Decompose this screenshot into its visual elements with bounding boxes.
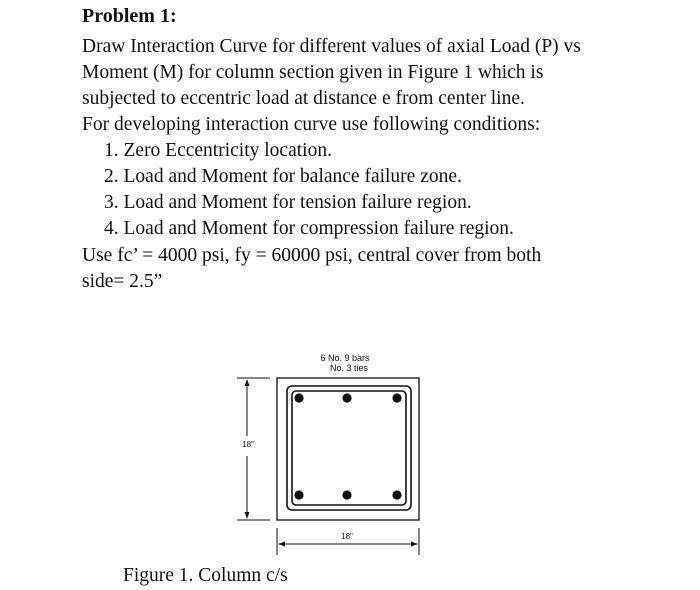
closing-line-2: side= 2.5” — [82, 271, 163, 292]
rebar-bottom-right — [392, 490, 401, 499]
width-label: 18" — [341, 532, 353, 541]
condition-item-2: 2. Load and Moment for balance failure zone. — [104, 166, 462, 187]
intro-line-2: Moment (M) for column section given in Figure 1 which is — [82, 62, 544, 83]
intro-line-1: Draw Interaction Curve for different values of axial Load (P) vs — [82, 36, 581, 57]
tie-inner — [292, 391, 406, 505]
condition-item-3: 3. Load and Moment for tension failure region. — [104, 192, 472, 213]
rebar-bottom-left — [294, 490, 303, 499]
rebar-bottom-middle — [342, 490, 351, 499]
rebar-top-left — [294, 393, 303, 402]
intro-line-4: For developing interaction curve use following conditions: — [82, 114, 541, 135]
rebar-top-right — [392, 393, 401, 402]
height-label: 18" — [242, 440, 254, 449]
ties-label: No. 3 ties — [329, 363, 369, 373]
intro-line-3: subjected to eccentric load at distance e from center line. — [82, 88, 525, 109]
condition-item-4: 4. Load and Moment for compression failure region. — [104, 218, 514, 239]
bars-label: 6 No. 9 bars — [320, 353, 370, 363]
closing-line-1: Use fc’ = 4000 psi, fy = 60000 psi, central cover from both — [82, 245, 542, 266]
figure-caption: Figure 1. Column c/s — [123, 565, 288, 586]
condition-item-1: 1. Zero Eccentricity location. — [104, 140, 332, 161]
rebar-top-middle — [342, 393, 351, 402]
problem-title: Problem 1: — [82, 5, 177, 27]
height-dimension — [237, 378, 270, 520]
